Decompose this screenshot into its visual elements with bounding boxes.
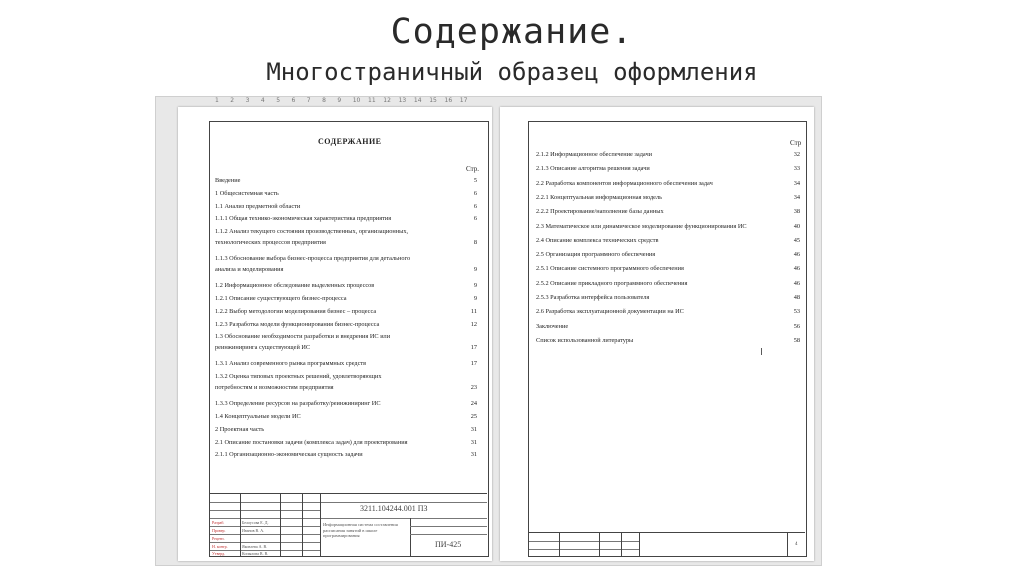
name-4: Яковлева А. В. bbox=[242, 544, 268, 549]
ruler-mark: 16 bbox=[444, 97, 453, 104]
toc-entry-page: 34 bbox=[793, 193, 800, 201]
ruler-mark: 15 bbox=[429, 97, 437, 104]
toc-entry-page: 6 bbox=[473, 215, 477, 223]
toc-entry-page: 23 bbox=[470, 384, 477, 392]
toc-entry[interactable] bbox=[215, 371, 477, 393]
toc-entry-page: 8 bbox=[473, 239, 477, 247]
toc-entry-label: 2.5 Организация программного обеспечения bbox=[536, 251, 656, 259]
toc-entry-label: 2.4 Описание комплекса технических средств bbox=[536, 236, 659, 244]
role-4: Н. контр. bbox=[212, 544, 228, 549]
slide-subtitle: Многостраничный образец оформления bbox=[266, 58, 758, 86]
toc-entry-label: 1.3 Обоснование необходимости разработки и внедрения ИС или bbox=[215, 333, 391, 341]
ruler-mark: 11 bbox=[368, 97, 376, 104]
slide-title: Содержание. bbox=[390, 12, 634, 52]
toc-entry-label: 2.1.3 Описание алгоритма решения задачи bbox=[536, 165, 650, 173]
toc-entry-page: 45 bbox=[793, 236, 800, 244]
toc-entry-label: Список использованной литературы bbox=[536, 336, 634, 344]
toc-entry-page: 24 bbox=[470, 400, 477, 408]
toc-entry-page: 53 bbox=[793, 308, 800, 316]
name-2: Иванов В. А. bbox=[242, 528, 265, 533]
toc-entry[interactable] bbox=[215, 253, 477, 275]
ruler-mark: 10 bbox=[352, 97, 361, 104]
toc-entry-page: 48 bbox=[793, 294, 800, 301]
toc-entry-page: 5 bbox=[473, 177, 477, 184]
ruler-mark: 1 bbox=[215, 97, 219, 104]
toc-entry[interactable] bbox=[215, 358, 477, 369]
toc-entry[interactable] bbox=[536, 278, 800, 289]
toc-entry-page: 56 bbox=[793, 322, 800, 330]
page-column-label-2: Стр bbox=[790, 139, 802, 147]
toc-entry-page: 9 bbox=[473, 282, 477, 290]
toc-entry-label: 1.2.3 Разработка модели функционирования бизнес-процесса bbox=[215, 320, 380, 328]
ruler-mark: 8 bbox=[322, 97, 326, 104]
text-cursor-icon: I bbox=[760, 347, 763, 358]
toc-entry[interactable] bbox=[215, 188, 477, 199]
document-code: 3211.104244.001 ПЗ bbox=[360, 504, 428, 513]
toc-entry-label: Заключение bbox=[536, 322, 569, 330]
page-1 bbox=[178, 107, 492, 561]
ruler-mark: 17 bbox=[459, 97, 468, 104]
toc-entry[interactable] bbox=[215, 293, 477, 304]
ruler-mark: 5 bbox=[276, 97, 281, 104]
toc-entry-page: 9 bbox=[473, 266, 477, 274]
toc-entry-label: 2.5.1 Описание системного программного обеспечения bbox=[536, 265, 684, 273]
sheet-number: 4 bbox=[795, 542, 798, 547]
toc-entry[interactable] bbox=[536, 321, 800, 332]
toc-entry[interactable] bbox=[215, 213, 477, 224]
toc-entry-page: 46 bbox=[793, 251, 800, 259]
toc-entry-page: 12 bbox=[470, 320, 477, 328]
ruler-mark: 9 bbox=[337, 97, 342, 104]
toc-entry-label: 1.1.1 Общая технико-экономическая характеристика предприятия bbox=[215, 215, 392, 223]
toc-entry-label: 1.4 Концептуальные модели ИС bbox=[215, 413, 301, 420]
toc-entry-page: 17 bbox=[470, 360, 477, 368]
toc-entry-label: Введение bbox=[215, 177, 241, 184]
role-5: Утверд. bbox=[212, 551, 226, 556]
toc-entry-label: 2.1 Описание постановки задачи (комплекса задач) для проектирования bbox=[215, 438, 408, 446]
toc-entry[interactable] bbox=[536, 263, 800, 274]
toc-entry-page: 32 bbox=[793, 151, 800, 158]
toc-entry[interactable] bbox=[536, 221, 800, 232]
toc-entry-page: 11 bbox=[470, 307, 477, 315]
toc-entry-page: 31 bbox=[470, 451, 477, 459]
toc-entry[interactable] bbox=[215, 175, 477, 186]
toc-entry-page: 58 bbox=[793, 336, 800, 344]
toc-entry-label: 2.2.1 Концептуальная информационная модель bbox=[536, 193, 662, 201]
toc-entry-label-cont: анализа и моделирования bbox=[215, 266, 284, 274]
toc-entry-label: 1.2 Информационное обследование выделенных процессов bbox=[215, 282, 375, 290]
ruler-mark: 14 bbox=[413, 97, 422, 104]
toc-entry-label: 1.3.2 Оценка типовых проектных решений, удовлетворяющих bbox=[215, 373, 382, 381]
document-topic: Информационная система составления расписания занятий в школе программирования bbox=[323, 522, 398, 538]
toc-entry-label: 1.1 Анализ предметной области bbox=[215, 202, 301, 210]
toc-entry-page: 25 bbox=[470, 413, 477, 420]
toc-entry-page: 31 bbox=[470, 425, 477, 433]
name-5: Копылова В. В. bbox=[242, 551, 269, 556]
toc-entry-label: 1 Общесистемная часть bbox=[215, 189, 279, 197]
toc-entry-label: 2.6 Разработка эксплуатационной документации на ИС bbox=[536, 308, 684, 316]
toc-entry[interactable] bbox=[215, 280, 477, 291]
toc-entry-label: 2.2.2 Проектирование/наполнение базы данных bbox=[536, 208, 664, 216]
toc-entry[interactable] bbox=[536, 192, 800, 203]
toc-entry[interactable] bbox=[215, 424, 477, 435]
toc-entry[interactable] bbox=[536, 206, 800, 217]
toc-entry[interactable] bbox=[536, 249, 800, 260]
toc-entry-page: 33 bbox=[793, 165, 800, 173]
ruler-mark: 3 bbox=[245, 97, 250, 104]
toc-entry-label: 2.5.3 Разработка интерфейса пользователя bbox=[536, 294, 650, 301]
toc-entry[interactable] bbox=[215, 331, 477, 353]
toc-entry-label: 1.3.1 Анализ современного рынка программных средств bbox=[215, 360, 367, 368]
toc-entry-label: 2.1.2 Информационное обеспечение задачи bbox=[536, 151, 652, 158]
toc-entry[interactable] bbox=[215, 201, 477, 212]
toc-entry[interactable] bbox=[215, 411, 477, 422]
toc-entry[interactable] bbox=[215, 226, 477, 248]
toc-heading: СОДЕРЖАНИЕ bbox=[318, 137, 382, 146]
page-2 bbox=[500, 107, 814, 561]
title-block-2 bbox=[529, 532, 805, 556]
page-column-label: Стр. bbox=[466, 165, 479, 173]
toc-entry-label: 2.1.1 Организационно-экономическая сущность задачи bbox=[215, 451, 363, 459]
toc-entry[interactable] bbox=[536, 163, 800, 174]
toc-entry-label: 2.2 Разработка компонентов информационного обеспечения задач bbox=[536, 179, 713, 187]
toc-entry-label-cont: потребностям и возможностям предприятия bbox=[215, 384, 334, 392]
ruler[interactable] bbox=[175, 97, 475, 106]
toc-entry-label: 1.1.2 Анализ текущего состояния производственных, организационных, bbox=[215, 228, 409, 236]
toc-entry[interactable] bbox=[536, 292, 800, 303]
toc-entry-page: 40 bbox=[793, 222, 800, 230]
toc-entry-page: 38 bbox=[793, 208, 800, 216]
toc-entry-label: 2.5.2 Описание прикладного программного обеспечения bbox=[536, 279, 688, 287]
toc-entry-label: 1.2.1 Описание существующего бизнес-процесса bbox=[215, 295, 347, 302]
ruler-mark: 12 bbox=[383, 97, 391, 104]
ruler-mark: 6 bbox=[291, 97, 296, 104]
toc-entry-label: 1.1.3 Обоснование выбора бизнес-процесса предприятия для детального bbox=[215, 255, 411, 263]
toc-entry-label: 1.3.3 Определение ресурсов на разработку/реинжиниринг ИС bbox=[215, 400, 381, 408]
role-2: Провер. bbox=[212, 528, 226, 533]
toc-entry-page: 6 bbox=[473, 189, 477, 197]
toc-entry-page: 6 bbox=[473, 202, 477, 210]
ruler-mark: 7 bbox=[306, 97, 311, 104]
toc-entry[interactable] bbox=[536, 149, 800, 160]
toc-entry-page: 17 bbox=[470, 344, 477, 352]
toc-entry[interactable] bbox=[536, 178, 800, 189]
group-code: ПИ-425 bbox=[435, 540, 462, 549]
toc-entry-label-cont: технологических процессов предприятия bbox=[215, 239, 326, 247]
toc-entry[interactable] bbox=[536, 235, 800, 246]
toc-entry-label: 1.2.2 Выбор методологии моделирования бизнес – процесса bbox=[215, 307, 377, 315]
ruler-mark: 2 bbox=[230, 97, 235, 104]
toc-entry-page: 46 bbox=[793, 279, 800, 287]
toc-entry-page: 34 bbox=[793, 179, 800, 187]
title-block bbox=[210, 493, 487, 556]
toc-entry-label-cont: реинжиниринга существующей ИС bbox=[215, 344, 311, 352]
role-1: Разраб. bbox=[212, 520, 225, 525]
toc-entry-label: 2 Проектная часть bbox=[215, 425, 265, 433]
role-3: Реценз. bbox=[212, 536, 225, 541]
ruler-mark: 4 bbox=[260, 97, 265, 104]
toc-entry-page: 31 bbox=[470, 438, 477, 446]
toc-entry[interactable] bbox=[215, 319, 477, 330]
name-1: Белоусова Е. Д. bbox=[242, 520, 269, 525]
toc-entry[interactable] bbox=[215, 449, 477, 460]
toc-entry[interactable] bbox=[536, 306, 800, 317]
ruler-mark: 13 bbox=[398, 97, 407, 104]
toc-entry[interactable] bbox=[215, 398, 477, 409]
toc-entry-label: 2.3 Математическое или динамическое моделирование функционирования ИС bbox=[536, 222, 747, 230]
toc-entry[interactable] bbox=[215, 437, 477, 448]
toc-entry[interactable] bbox=[215, 306, 477, 317]
toc-entry[interactable] bbox=[536, 335, 800, 346]
toc-entry-page: 9 bbox=[473, 295, 477, 302]
toc-entry-page: 46 bbox=[793, 265, 800, 273]
